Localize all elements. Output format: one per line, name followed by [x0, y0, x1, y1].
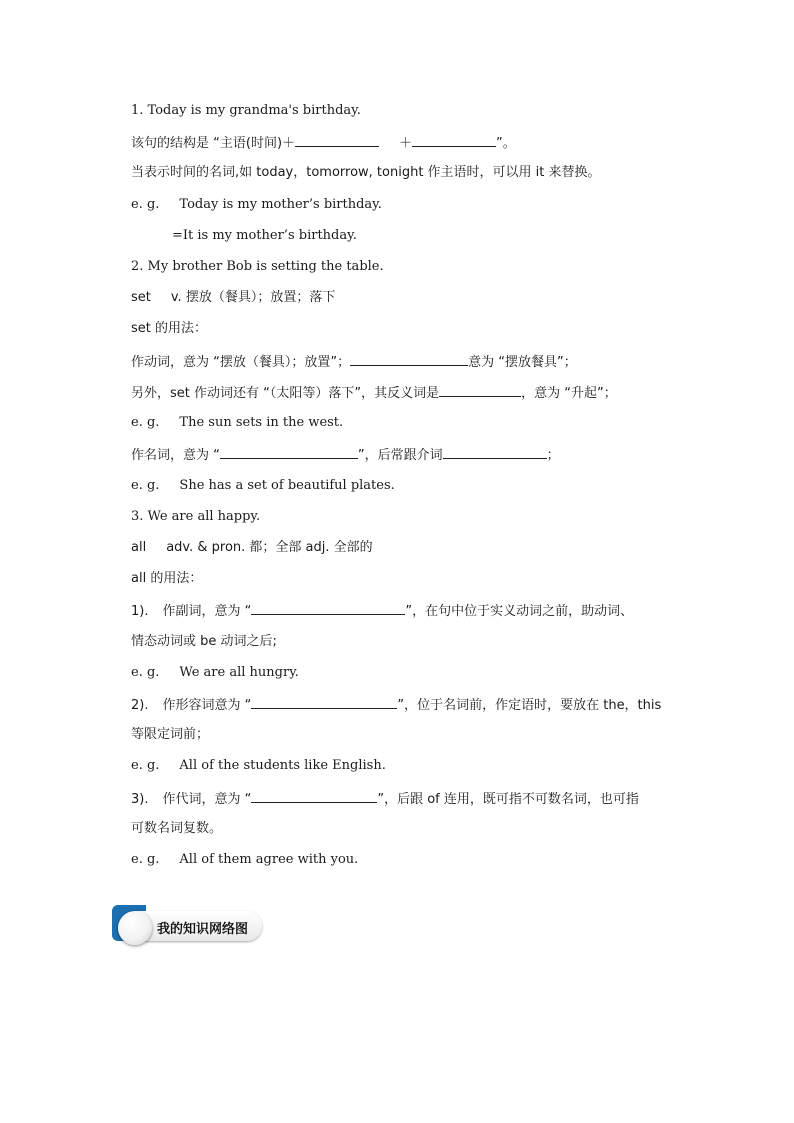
sentence-3-text: 3. We are all happy. — [131, 509, 261, 524]
usage-text: 作副词，意为 “ — [162, 604, 252, 619]
answer-blank[interactable] — [251, 695, 397, 709]
note-line — [131, 164, 601, 182]
example-line — [172, 227, 357, 245]
sentence-1-text: 1. Today is my grandma's birthday. — [131, 103, 361, 118]
vocab-line-set — [131, 289, 335, 307]
eg-label: e. g. — [131, 852, 160, 867]
answer-blank[interactable] — [220, 445, 358, 459]
eg-label: e. g. — [131, 758, 160, 773]
usage-text: 作动词，意为 “摆放（餐具）；放置”； — [131, 355, 351, 370]
example-text: The sun sets in the west. — [179, 415, 344, 430]
example-text: Today is my mother’s birthday. — [179, 197, 382, 212]
example-text: She has a set of beautiful plates. — [179, 478, 395, 493]
eg-label: e. g. — [131, 415, 160, 430]
usage-heading — [131, 570, 202, 588]
answer-blank[interactable] — [439, 383, 521, 397]
eg-label: e. g. — [131, 665, 160, 680]
item-number: 1). — [131, 604, 149, 619]
usage-line — [131, 383, 617, 403]
answer-blank[interactable] — [350, 352, 468, 366]
usage-heading-text: all 的用法： — [131, 571, 203, 586]
answer-blank[interactable] — [251, 601, 405, 615]
usage-text: 等限定词前； — [131, 727, 210, 742]
item-number: 2). — [131, 698, 149, 713]
usage-line — [131, 695, 661, 715]
usage-heading-text: set 的用法： — [131, 321, 208, 336]
vocab-definition: adv. & pron. 都；全部 adj. 全部的 — [166, 540, 373, 555]
example-text: All of them agree with you. — [179, 852, 359, 867]
sentence-3 — [131, 508, 260, 526]
structure-line — [131, 133, 516, 153]
usage-text: ； — [546, 448, 560, 463]
section-header-badge — [112, 905, 262, 945]
usage-line — [131, 445, 560, 465]
note-text: 当表示时间的名词,如 today，tomorrow, tonight 作主语时，可以用 it 来替换。 — [131, 165, 601, 180]
example-line — [131, 477, 395, 495]
usage-line — [131, 820, 222, 838]
usage-text: ，意为 “升起”； — [521, 386, 617, 401]
usage-line — [131, 352, 577, 372]
usage-text: 作代词，意为 “ — [162, 792, 252, 807]
usage-text: ”，后跟 of 连用，既可指不可数名词，也可指 — [377, 792, 639, 807]
usage-text: ”，后常跟介词 — [357, 448, 443, 463]
vocab-word: all — [131, 540, 147, 555]
usage-line — [131, 633, 277, 651]
sentence-1 — [131, 102, 361, 120]
structure-suffix: ”。 — [496, 136, 516, 151]
eg-label: e. g. — [131, 478, 160, 493]
usage-text: 作名词，意为 “ — [131, 448, 220, 463]
usage-text: 情态动词或 be 动词之后; — [131, 634, 277, 649]
usage-text: ”，在句中位于实义动词之前，助动词、 — [405, 604, 634, 619]
usage-text: 另外，set 作动词还有 “（太阳等）落下”，其反义词是 — [131, 386, 440, 401]
vocab-line-all — [131, 539, 373, 557]
usage-heading — [131, 320, 207, 338]
example-line — [131, 757, 386, 775]
answer-blank[interactable] — [412, 133, 496, 147]
usage-text: ”，位于名词前，作定语时，要放在 the，this — [397, 698, 662, 713]
usage-text: 可数名词复数。 — [131, 821, 223, 836]
sentence-2-text: 2. My brother Bob is setting the table. — [131, 259, 384, 274]
plus-sign: ＋ — [399, 136, 413, 151]
eg-label: e. g. — [131, 197, 160, 212]
example-line — [131, 664, 299, 682]
example-text: All of the students like English. — [179, 758, 386, 773]
sentence-2 — [131, 258, 384, 276]
usage-line — [131, 601, 633, 621]
answer-blank[interactable] — [295, 133, 379, 147]
badge-circle-icon — [118, 911, 152, 945]
example-line — [131, 851, 358, 869]
vocab-word: set — [131, 290, 151, 305]
vocab-definition: v. 摆放（餐具）；放置；落下 — [170, 290, 336, 305]
usage-line — [131, 789, 639, 809]
example-text: We are all hungry. — [179, 665, 299, 680]
structure-prefix: 该句的结构是 “主语(时间)＋ — [131, 136, 296, 151]
usage-text: 作形容词意为 “ — [162, 698, 252, 713]
usage-line — [131, 726, 209, 744]
answer-blank[interactable] — [443, 445, 547, 459]
section-header-title: 我的知识网络图 — [157, 922, 249, 937]
answer-blank[interactable] — [251, 789, 377, 803]
example-line — [131, 196, 382, 214]
usage-text: 意为 “摆放餐具”； — [468, 355, 577, 370]
example-text: =It is my mother’s birthday. — [172, 228, 357, 243]
example-line — [131, 414, 343, 432]
item-number: 3). — [131, 792, 149, 807]
